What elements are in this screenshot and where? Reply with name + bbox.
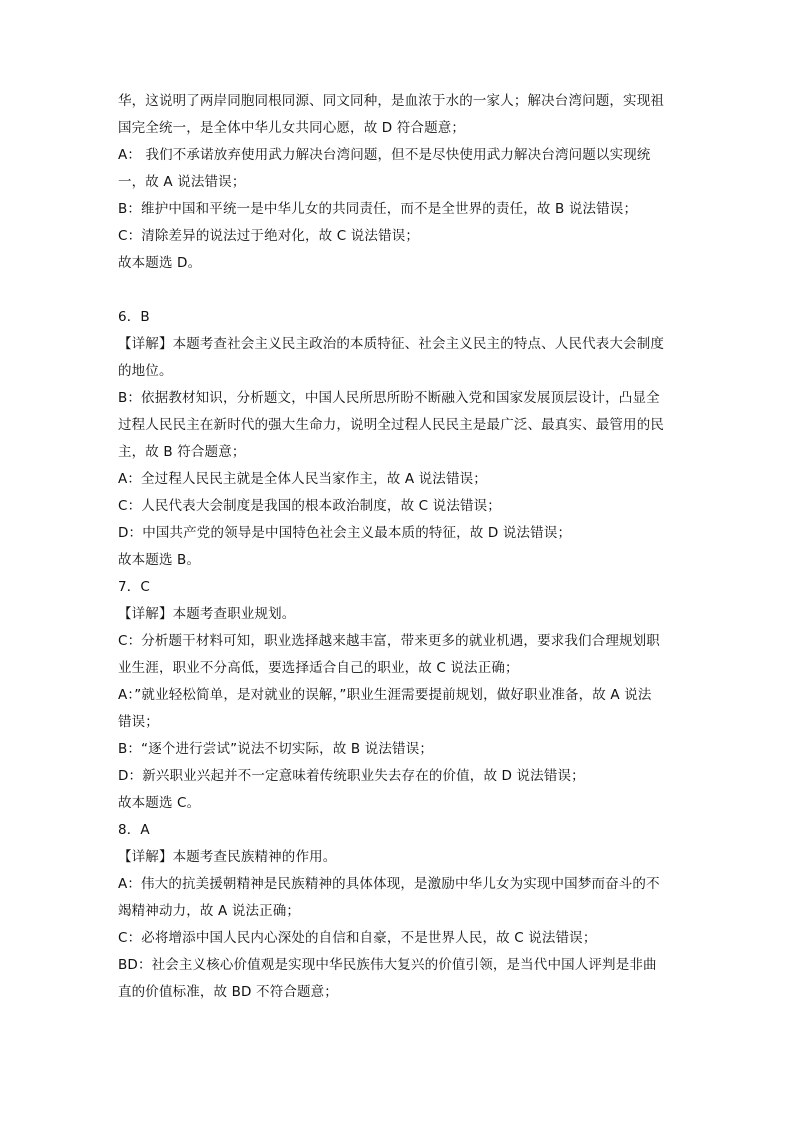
text-line: 故本题选 B。: [118, 552, 201, 568]
text-line: 过程人民民主在新时代的强大生命力，说明全过程人民民主是最广泛、最真实、最管用的民: [118, 417, 664, 433]
text-line: A：伟大的抗美援朝精神是民族精神的具体体现，是激励中华儿女为实现中国梦而奋斗的不: [118, 876, 660, 892]
text-line: 故本题选 D。: [118, 255, 202, 271]
question-number: 8．A: [118, 822, 150, 838]
text-line: 主，故 B 符合题意；: [118, 444, 246, 460]
text-line: 国完全统一，是全体中华儿女共同心愿，故 D 符合题意；: [118, 120, 466, 136]
text-line: 业生涯，职业不分高低，要选择适合自己的职业，故 C 说法正确；: [118, 660, 519, 676]
text-line: C：清除差异的说法过于绝对化，故 C 说法错误；: [118, 228, 420, 244]
text-line: A： 我们不承诺放弃使用武力解决台湾问题，但不是尽快使用武力解决台湾问题以实现统: [118, 147, 651, 163]
text-line: 故本题选 C。: [118, 795, 201, 811]
text-line: BD：社会主义核心价值观是实现中华民族伟大复兴的价值引领，是当代中国人评判是非曲: [118, 957, 657, 973]
text-line: 【详解】本题考查社会主义民主政治的本质特征、社会主义民主的特点、人民代表大会制度: [118, 336, 664, 352]
text-line: C：必将增添中国人民内心深处的自信和自豪，不是世界人民，故 C 说法错误；: [118, 930, 597, 946]
text-line: 错误；: [118, 714, 159, 730]
text-line: A：全过程人民民主就是全体人民当家作主，故 A 说法错误；: [118, 471, 487, 487]
text-line: 【详解】本题考查职业规划。: [118, 606, 296, 622]
text-line: B：依据教材知识，分析题文，中国人民所思所盼不断融入党和国家发展顶层设计，凸显全: [118, 390, 660, 406]
question-number: 7．C: [118, 579, 150, 595]
text-line: D：中国共产党的领导是中国特色社会主义最本质的特征，故 D 说法错误；: [118, 525, 572, 541]
text-line: 一，故 A 说法错误；: [118, 174, 246, 190]
text-line: 华，这说明了两岸同胞同根同源、同文同种，是血浓于水的一家人；解决台湾问题，实现祖: [118, 93, 664, 109]
question-number: 6．B: [118, 309, 150, 325]
text-line: B：维护中国和平统一是中华儿女的共同责任，而不是全世界的责任，故 B 说法错误；: [118, 201, 638, 217]
document-body: [118, 88, 678, 1006]
text-line: C：人民代表大会制度是我国的根本政治制度，故 C 说法错误；: [118, 498, 501, 514]
text-line: 的地位。: [118, 363, 173, 379]
text-line: A：”就业轻松简单，是对就业的误解，”职业生涯需要提前规划，做好职业准备，故 A 说法: [118, 687, 652, 703]
text-line: B：“逐个进行尝试”说法不切实际，故 B 说法错误；: [118, 741, 433, 757]
text-line: 竭精神动力，故 A 说法正确；: [118, 903, 301, 919]
text-line: 直的价值标准，故 BD 不符合题意；: [118, 984, 338, 1000]
text-line: D：新兴职业兴起并不一定意味着传统职业失去存在的价值，故 D 说法错误；: [118, 768, 585, 784]
text-line: C：分析题干材料可知，职业选择越来越丰富，带来更多的就业机遇，要求我们合理规划职: [118, 633, 660, 649]
text-line: 【详解】本题考查民族精神的作用。: [118, 849, 337, 865]
blank-line: [118, 277, 678, 304]
